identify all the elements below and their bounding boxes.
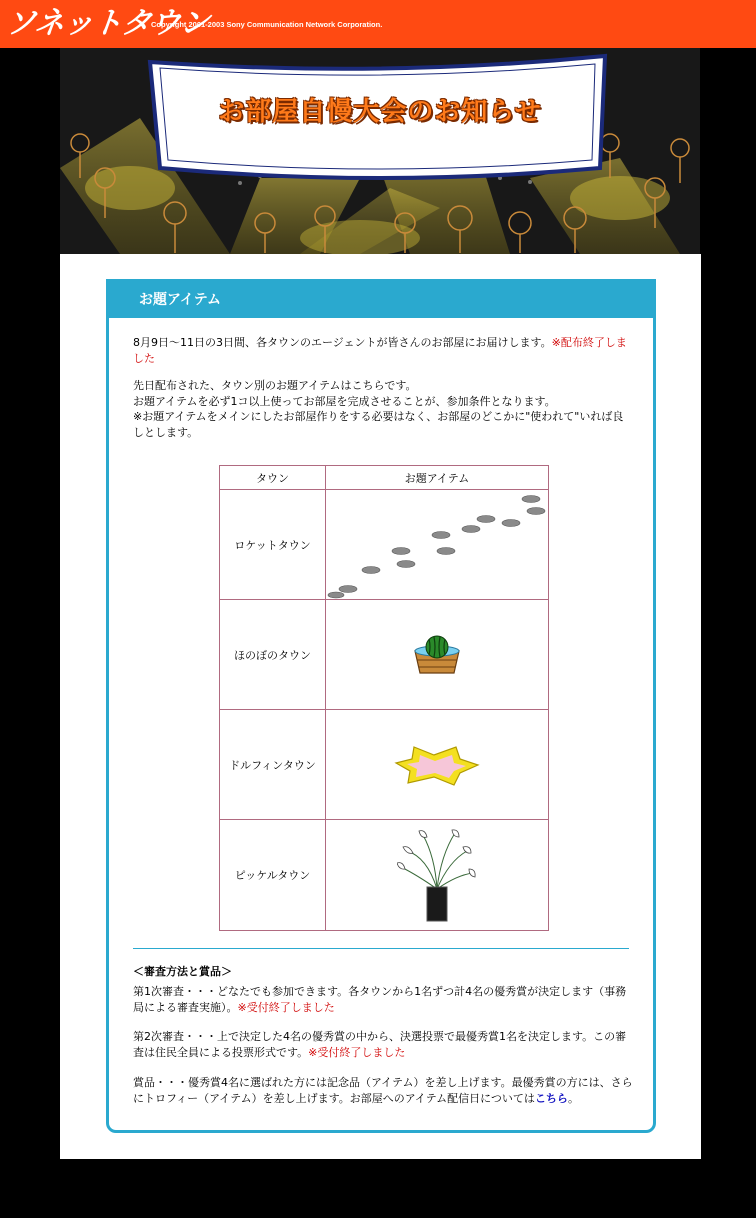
intro-paragraph-1	[133, 335, 633, 366]
table-row	[220, 490, 548, 600]
top-bar	[0, 0, 756, 48]
header-item: お題アイテム	[404, 471, 470, 485]
header-town: タウン	[220, 466, 326, 489]
event-banner	[60, 48, 700, 254]
item-cell	[326, 490, 548, 599]
item-cell	[326, 600, 548, 709]
item-cell	[326, 710, 548, 819]
copyright-text: Copyright 2001-2003 Sony Communication Network Corporation.	[151, 20, 383, 29]
banner-illustration	[60, 48, 700, 254]
town-name: ピッケルタウン	[220, 820, 326, 930]
first-round-paragraph	[133, 984, 633, 1015]
theme-item-table	[219, 465, 549, 931]
site-logo[interactable]: ソネットタウン	[4, 6, 211, 41]
section-title: お題アイテム	[109, 282, 653, 318]
banner-title: お部屋自慢大会のお知らせ	[218, 97, 542, 127]
town-name: ほのぼのタウン	[220, 600, 326, 709]
first-round-text: 第1次審査・・・どなたでも参加できます。各タウンから1名ずつ計4名の優秀賞が決定します（事務局による審査実施）。	[133, 985, 627, 1014]
intro-line-2: お題アイテムを必ず1コ以上使ってお部屋を完成させることが、参加条件となります。	[133, 394, 556, 408]
table-row	[220, 820, 548, 930]
watermelon-tub-icon	[409, 633, 465, 677]
town-name: ロケットタウン	[220, 490, 326, 599]
section-divider	[133, 948, 629, 949]
second-round-text: 第2次審査・・・上で決定した4名の優秀賞の中から、決選投票で最優秀賞1名を決定します。この審査は住民全員による投票形式です。	[133, 1030, 627, 1059]
intro-line-3: ※お題アイテムをメインにしたお部屋作りをする必要はなく、お部屋のどこかに"使われて"いれば良しとします。	[133, 410, 624, 439]
first-round-ended-note: ※受付終了しました	[237, 1000, 335, 1014]
calla-lily-vase-icon	[397, 827, 477, 923]
prize-paragraph	[133, 1075, 633, 1106]
star-rug-icon	[394, 743, 480, 787]
table-row	[220, 600, 548, 710]
item-cell	[326, 820, 548, 930]
theme-item-box	[106, 279, 656, 1133]
table-row	[220, 710, 548, 820]
table-header-row	[220, 466, 548, 490]
prize-text: 賞品・・・優秀賞4名に選ばれた方には記念品（アイテム）を差し上げます。最優秀賞の方には、さらにトロフィー（アイテム）を差し上げます。お部屋へのアイテム配信日については	[133, 1076, 633, 1105]
prize-end: 。	[567, 1091, 579, 1105]
footprints-icon	[326, 491, 548, 599]
content-panel	[60, 254, 701, 1159]
second-round-paragraph	[133, 1029, 633, 1060]
intro-text-1: 8月9日～11日の3日間、各タウンのエージェントが皆さんのお部屋にお届けします。	[133, 336, 552, 349]
judging-heading: ＜審査方法と賞品＞	[133, 965, 232, 978]
intro-paragraph-2	[133, 378, 633, 440]
second-round-ended-note: ※受付終了しました	[308, 1045, 406, 1059]
delivery-date-link[interactable]: こちら	[534, 1091, 568, 1105]
distribution-ended-note: ※配布終了しました	[133, 336, 627, 365]
intro-line-1: 先日配布された、タウン別のお題アイテムはこちらです。	[133, 379, 417, 392]
town-name: ドルフィンタウン	[220, 710, 326, 819]
